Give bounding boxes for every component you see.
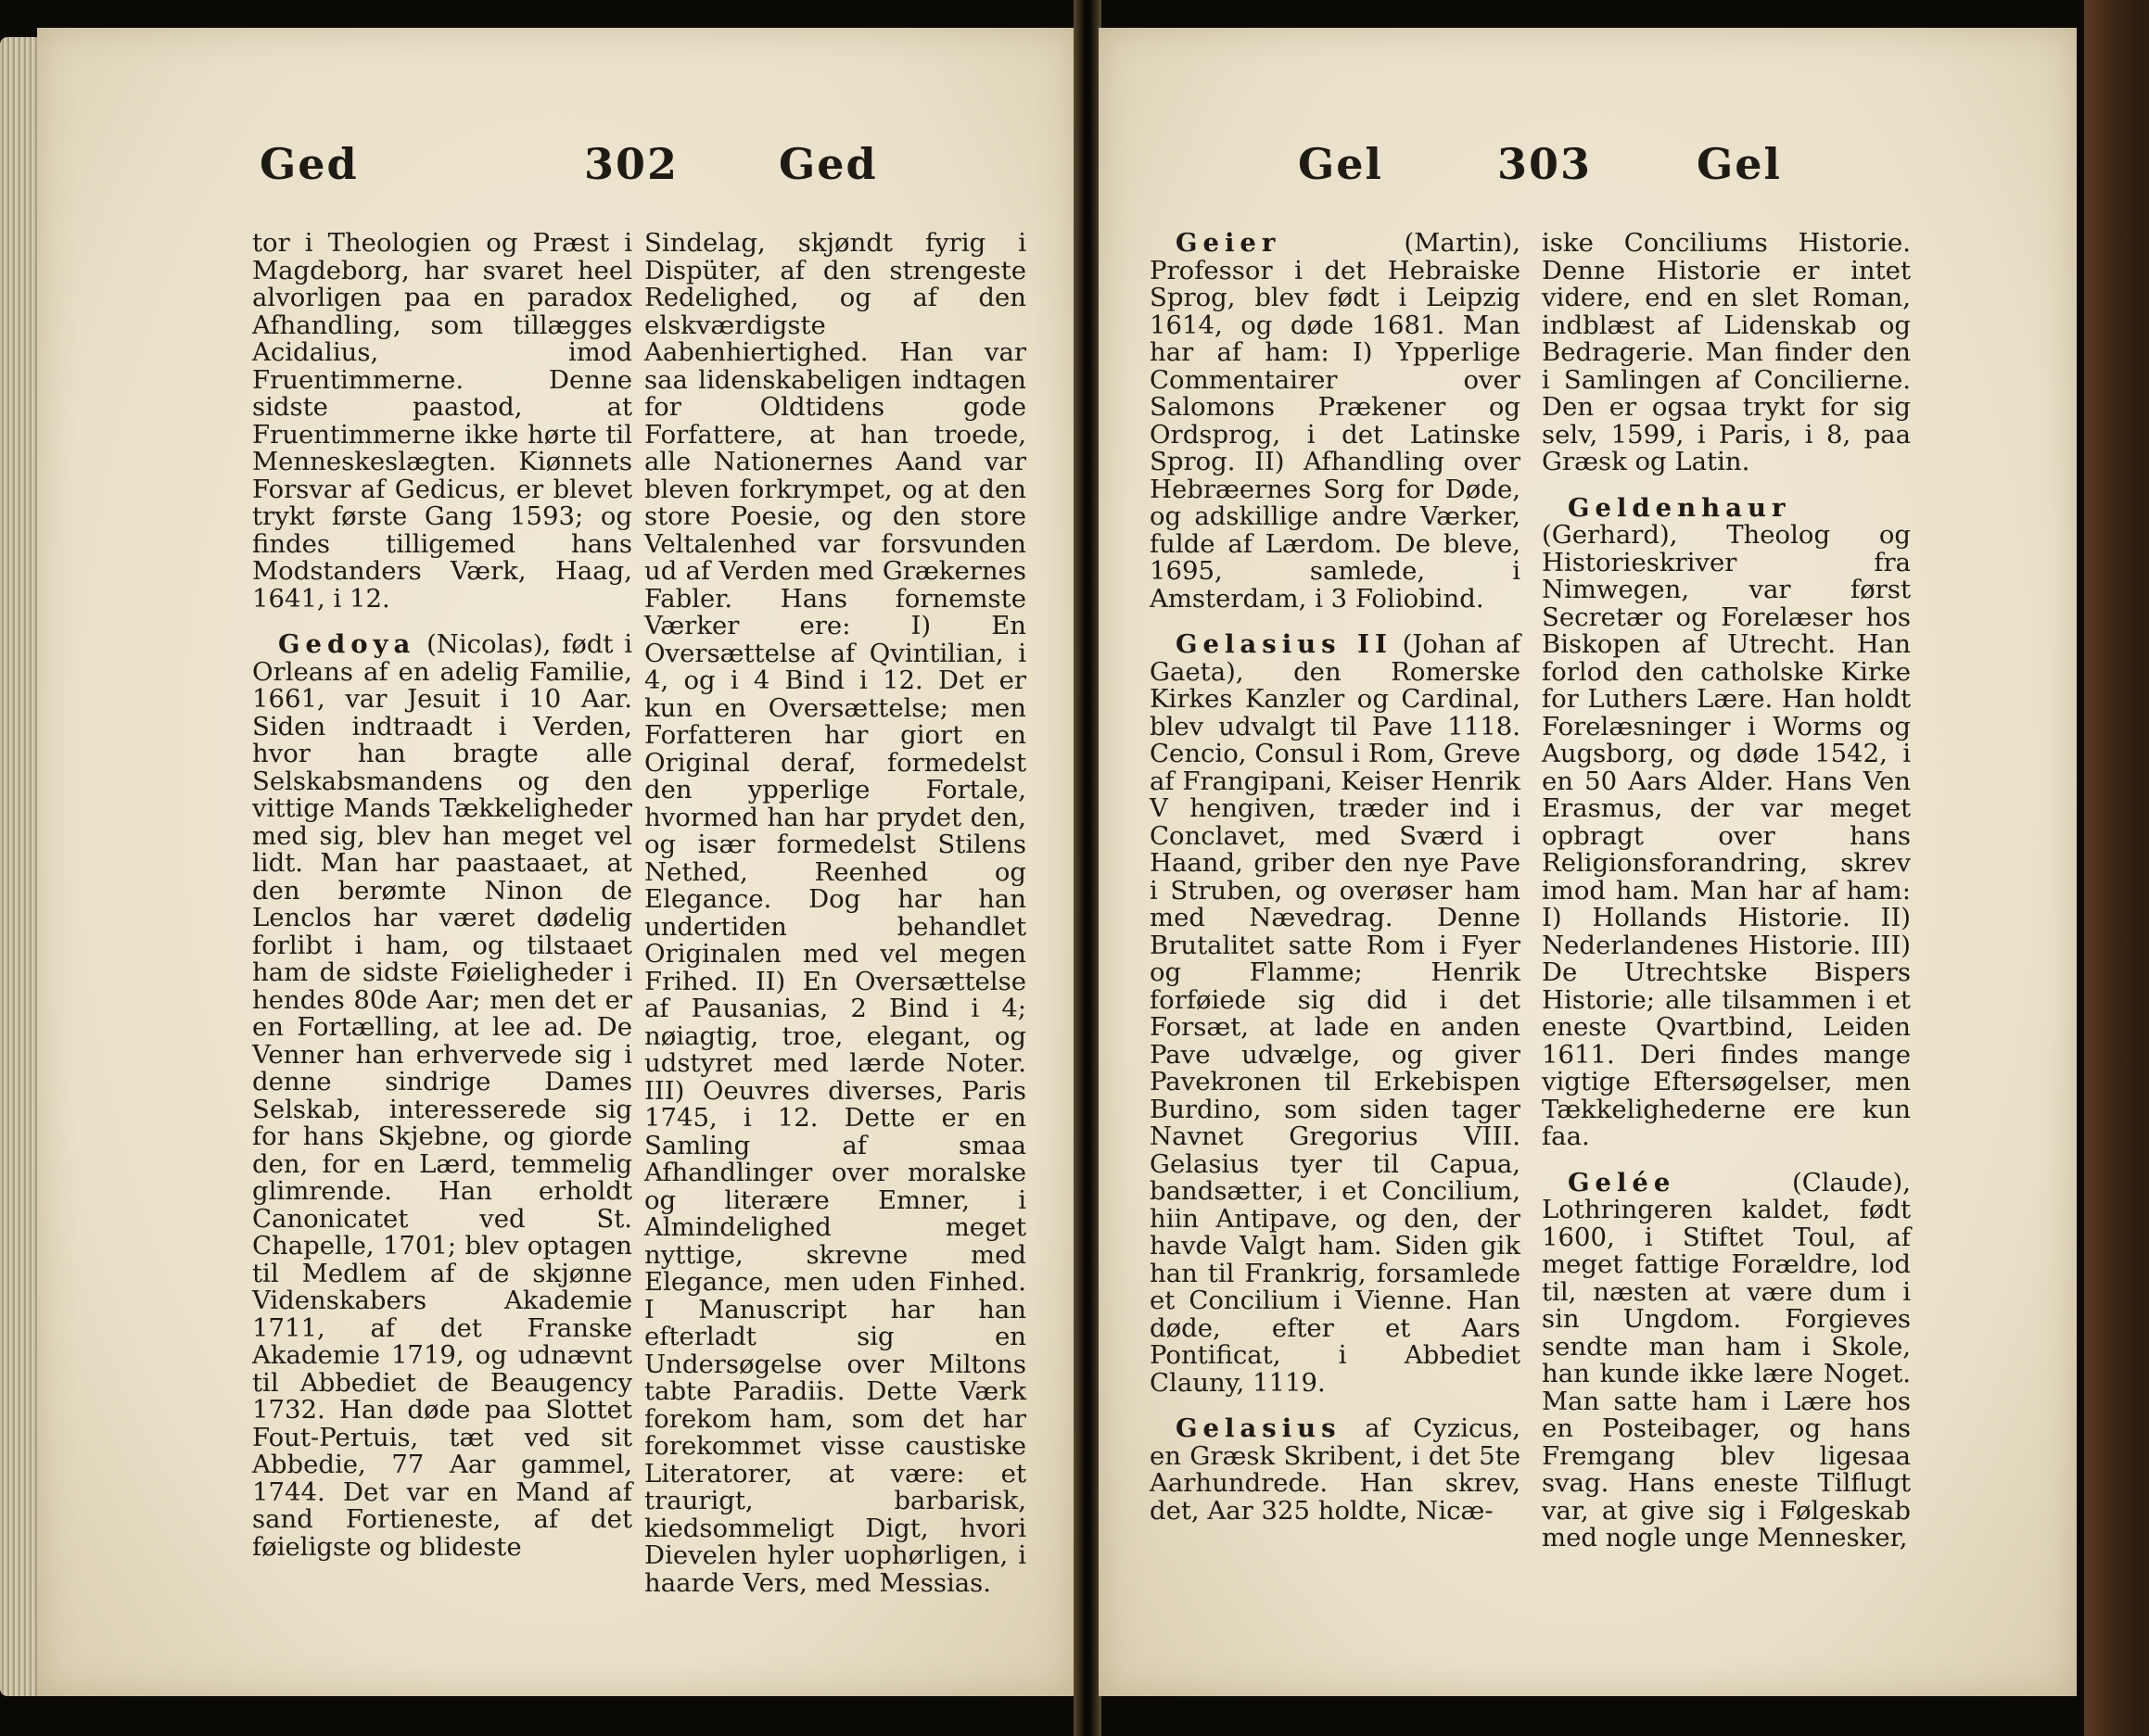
left-page-header bbox=[37, 139, 1075, 222]
entry-paragraph: Geldenhaur (Gerhard), Theolog og Historieskriver fra Nimwegen, var først Secretær og Forelæser hos Biskopen af Utrecht. Han forlod den catholske Kirke for Luthers Lære. Han holdt Forelæsninger i Worms og Augsborg, og døde 1542, i en 50 Aars Alder. Hans Ven Erasmus, der var meget opbragt over hans Religionsforandring, skrev imod ham. Man har af ham: I) Hollands Historie. II) Nederlandenes Historie. III) De Utrechtske Bispers Historie; alle tilsammen i et eneste Qvartbind, Leiden 1611. Deri findes mange vigtige Eftersøgelser, men Tækkelighederne ere kun faa. bbox=[1542, 492, 1911, 1151]
entry-paragraph: Geier (Martin), Professor i det Hebraiske Sprog, blev født i Leipzig 1614, og døde 1681. Man har af ham: I) Ypperlige Commentairer over Salomons Prækener og Ordsprog, i det Latinske Sprog. II) Afhandling over Hebræernes Sorg for Døde, og adskillige andre Værker, fulde af Lærdom. De bleve, 1695, samlede, i Amsterdam, i 3 Foliobind. bbox=[1150, 228, 1520, 614]
headword: Geldenhaur bbox=[1568, 492, 1791, 523]
left-header-right: Ged bbox=[779, 139, 878, 189]
entry-paragraph: iske Conciliums Historie. Denne Historie er intet videre, end en slet Roman, indblæst af Lidenskab og Bedragerie. Man finder den i Samlingen af Concilierne. Den er ogsaa trykt for sig selv, 1599, i Paris, i 8, paa Græsk og Latin. bbox=[1542, 228, 1911, 476]
left-column-1 bbox=[252, 230, 632, 1579]
entry-paragraph: Sindelag, skjøndt fyrig i Dispüter, af den strengeste Redelighed, og af den elskværdigste Aabenhiertighed. Han var saa lidenskabeligen indtagen for Oldtidens gode Forfattere, at han troede, alle Nationernes Aand var bleven forkrympet, og at den store Poesie, og den store Veltalenhed var forsvunden ud af Verden med Grækernes Fabler. Hans fornemste Værker ere: I) En Oversættelse af Qvintilian, i 4, og i 4 Bind i 12. Det er kun en Oversættelse; men Forfatteren har giort en Original deraf, formedelst den ypperlige Fortale, hvormed han har prydet den, og især formedelst Stilens Nethed, Reenhed og Elegance. Dog har han undertiden behandlet Originalen med vel megen Frihed. II) En Oversættelse af Pausanias, 2 Bind i 4; nøiagtig, troe, elegant, og udstyret med lærde Noter. III) Oeuvres diverses, Paris 1745, i 12. Dette er en Samling af smaa Afhandlinger over moralske og literære Emner, i Almindelighed meget nyttige, skrevne med Elegance, men uden Finhed. I Manuscript har han efterladt sig en Undersøgelse over Miltons tabte Paradiis. Dette Værk forekom ham, som det har forekommet visse caustiske Literatorer, at være: et traurigt, barbarisk, kiedsommeligt Digt, hvori Dievelen hyler uophørligen, i haarde Vers, med Messias. bbox=[644, 228, 1026, 1598]
headword: Gedoya bbox=[278, 629, 416, 659]
binding-leather bbox=[2084, 0, 2149, 1736]
right-page-number: 303 bbox=[1497, 139, 1593, 189]
entry-paragraph: Gelasius af Cyzicus, en Græsk Skribent, i det 5te Aarhundrede. Han skrev, det, Aar 325 holdte, Nicæ- bbox=[1150, 1413, 1520, 1526]
right-header-left: Gel bbox=[1298, 139, 1384, 189]
headword: Gelasius II bbox=[1176, 629, 1392, 659]
headword: Geier bbox=[1176, 228, 1281, 258]
right-column-1 bbox=[1150, 230, 1520, 1543]
entry-paragraph: Gedoya (Nicolas), født i Orleans af en adelig Familie, 1661, var Jesuit i 10 Aar. Siden indtraadt i Verden, hvor han bragte alle Selskabsmandens og den vittige Mands Tækkeligheder med sig, blev han meget vel lidt. Man har paastaaet, at den berømte Ninon de Lenclos har været dødelig forlibt i ham, og tilstaaet ham de sidste Føieligheder i hendes 80de Aar; men det er en Fortælling, at lee ad. De Venner han erhvervede sig i denne sindrige Dames Selskab, interesserede sig for hans Skjebne, og giorde den, for en Lærd, temmelig glimrende. Han erholdt Canonicatet ved St. Chapelle, 1701; blev optagen til Medlem af de skjønne Videnskabers Akademie 1711, af det Franske Akademie 1719, og udnævnt til Abbediet de Beaugency 1732. Han døde paa Slottet Fout-Pertuis, tæt ved sit Abbedie, 77 Aar gammel, 1744. Det var en Mand af sand Fortieneste, af det føieligste og blideste bbox=[252, 629, 632, 1562]
entry-paragraph: Gelée (Claude), Lothringeren kaldet, født 1600, i Stiftet Toul, af meget fattige Forældre, lod til, næsten at være dum i sin Ungdom. Forgieves sendte man ham i Skole, han kunde ikke lære Noget. Man satte ham i Lære hos en Posteibager, og hans Fremgang blev ligesaa svag. Hans eneste Tilflugt var, at give sig i Følgeskab med nogle unge Mennesker, bbox=[1542, 1167, 1911, 1552]
right-header-right: Gel bbox=[1697, 139, 1783, 189]
entry-paragraph: tor i Theologien og Præst i Magdeborg, har svaret heel alvorligen paa en paradox Afhandling, som tillægges Acidalius, imod Fruentimmerne. Denne sidste paastod, at Fruentimmerne ikke hørte til Menneskeslægten. Kiønnets Forsvar af Gedicus, er blevet trykt første Gang 1593; og findes tilligemed hans Modstanders Værk, Haag, 1641, i 12. bbox=[252, 228, 632, 614]
right-page bbox=[1099, 28, 2077, 1696]
headword: Gelasius bbox=[1176, 1413, 1342, 1443]
left-page-number: 302 bbox=[584, 139, 680, 189]
right-column-2 bbox=[1542, 230, 1911, 1571]
left-column-2 bbox=[644, 230, 1026, 1616]
left-header-left: Ged bbox=[260, 139, 359, 189]
entry-paragraph: Gelasius II (Johan af Gaeta), den Romerske Kirkes Kanzler og Cardinal, blev udvalgt til Pave 1118. Cencio, Consul i Rom, Greve af Frangipani, Keiser Henrik V hengiven, træder ind i Conclavet, med Sværd i Haand, griber den nye Pave i Struben, og overøser ham med Nævedrag. Denne Brutalitet satte Rom i Fyer og Flamme; Henrik forføiede sig did i det Forsæt, at lade en anden Pave udvælge, og giver Pavekronen til Erkebispen Burdino, som siden tager Navnet Gregorius VIII. Gelasius tyer til Capua, bandsætter, i et Concilium, hiin Antipave, og den, der havde Valgt ham. Siden gik han til Frankrig, forsamlede et Concilium i Vienne. Han døde, efter et Aars Pontificat, i Abbediet Clauny, 1119. bbox=[1150, 629, 1520, 1398]
left-page bbox=[37, 28, 1075, 1696]
right-page-header bbox=[1099, 139, 2077, 222]
headword: Gelée bbox=[1568, 1167, 1676, 1197]
book-gutter bbox=[1074, 0, 1101, 1736]
